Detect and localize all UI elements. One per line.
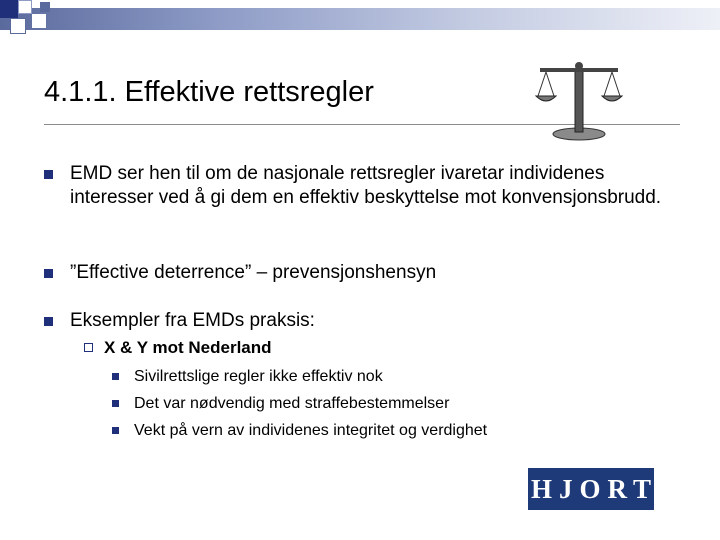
bullet-text: Eksempler fra EMDs praksis: — [70, 310, 315, 331]
bullet-text: EMD ser hen til om de nasjonale rettsregler ivaretar individenes interesser ved å gi dem en effektiv beskyttelse mot konvensjonsbrudd. — [70, 163, 662, 208]
bullet-marker — [44, 170, 53, 179]
sub-sub-bullet-marker — [112, 400, 119, 407]
sub-sub-bullet-text: Det var nødvendig med straffebestemmelser — [134, 395, 450, 412]
sub-sub-bullet-marker — [112, 373, 119, 380]
slide-title: 4.1.1. Effektive rettsregler — [44, 76, 374, 108]
sub-sub-bullet-text: Vekt på vern av individenes integritet og verdighet — [134, 422, 488, 439]
sub-sub-bullet-marker — [112, 427, 119, 434]
logo-text: HJORT — [530, 473, 659, 504]
decor-square-5 — [40, 2, 50, 12]
sub-bullet-marker — [84, 343, 93, 352]
hjort-logo — [528, 468, 659, 510]
decor-square-1 — [0, 0, 18, 18]
sub-sub-bullet-text: Sivilrettslige regler ikke effektiv nok — [134, 368, 383, 385]
bullet-marker — [44, 269, 53, 278]
decor-square-3 — [10, 18, 26, 34]
bullet-text: ”Effective deterrence” – prevensjonshensyn — [70, 262, 437, 283]
header-gradient-band — [0, 8, 720, 30]
sub-bullet-text: X & Y mot Nederland — [104, 338, 272, 357]
decor-square-4 — [32, 14, 46, 28]
scales-of-justice-icon — [532, 56, 626, 142]
decor-square-2 — [18, 0, 32, 14]
bullet-marker — [44, 317, 53, 326]
